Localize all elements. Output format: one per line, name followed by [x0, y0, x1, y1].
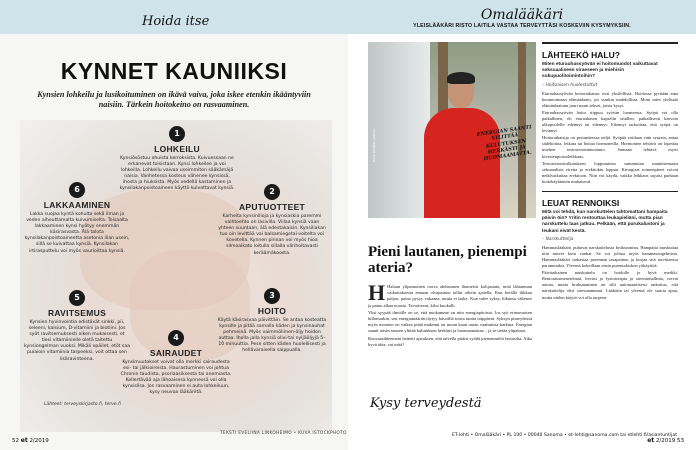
- tip-title: APUTUOTTEET: [238, 202, 306, 212]
- reader-question: Mitä voi tehdä, kun narskuttelen tahtomattani hampaita päivin öin? Yritin rentouttaa leukapieliäni, mutta pian narskuttelu taas jatkuu. Pelkään, että purukalustoni ja leukani eivät kestä.: [542, 210, 668, 234]
- tip-number: 1: [169, 126, 185, 142]
- tip-body: Lakka suojaa kyntä kohulta sekä ilman ja veden aiheuttamalta kuivumiselta. Toisaalta lakkaaminen kynsi hyötyy enemmän käsirasvasta. Älä talota kynsilakanpoistoaineetta asetonia ilian usein, sillä se kuivattaa kynsiä. Kynsilakan irtirasputtelu voi myös vaurioittaa kynsiä.: [24, 212, 130, 254]
- tip-title: RAVITSEMUS: [47, 308, 107, 318]
- issue: 2/2019: [655, 438, 676, 444]
- article-title: KYNNET KAUNIIKSI: [60, 58, 288, 84]
- tip-title: LOHKEILU: [154, 144, 200, 154]
- red-jacket: [424, 108, 500, 218]
- tip-body: Karheita kynsinilioja ja kynsiaskia paremmi vaihtoehto on lasivilla. Viilaa kynsiä vaan yhteen suuntaan, älä edestakaisin. Kynsiliakan tuo oin levittää vai balsamiegetai-voitelta voi kovetella. Kynnen pinnan voi myös hioa silmoaikato loitulla sillalla värihoitavasti keräämäkoosta.: [218, 214, 326, 256]
- tip-2: [216, 184, 328, 257]
- answer-body: [368, 280, 532, 349]
- answer-paragraph: Eturauhassyövän hoito riippuu syövän luonteesta. Syöpä voi olla paikallinen, eli eturauhasen kapselin sisällen, paikallisesti kasvain ulkopuolelle edennyt tai edennyt. Edennyt tarkoittaa, että syöpä on levinnyt.: [542, 109, 678, 134]
- right-folio: [647, 437, 684, 444]
- tip-number: 6: [69, 182, 85, 198]
- answer-paragraph: Päiväaikainen narskuttelu on hoidolle jo hyvä merkki. Rentoutusmenetelmät, lieväsi ja fysioterapia ja stressinhallinta, voivat auttaa, mutta bruksaaminen on silti automaattisesti tarkoitus, että narskuttelija olisi stressaantunut. Lääkärin tai yleensä ole suurta apua, mutta niiden käyttö voi olla tarpeen.: [542, 270, 678, 300]
- magazine-name: et: [647, 437, 655, 444]
- page-number: 53: [677, 438, 684, 444]
- reader-question: Miten eturauhassyövän ei hoitomuodot vaikuttavat seksuaaliseen viraeseen ja miehisin sukupuolitoimintoihin?: [542, 62, 658, 80]
- photographer-credit: KUVA MARKKU JAKOLA: [372, 128, 376, 162]
- tip-number: 5: [69, 290, 85, 306]
- issue: 2/2019: [29, 438, 49, 444]
- door-shape: [368, 42, 430, 218]
- reader-signature: – Hoitoaisen huolestuttut: [542, 82, 598, 88]
- tip-1: [118, 126, 236, 193]
- signoff: Kysy terveydestä: [370, 396, 482, 411]
- drop-cap: H: [368, 280, 386, 305]
- tip-3: [216, 288, 328, 355]
- qa-sidebar: [542, 42, 678, 302]
- sidebar-heading: LÄHTEEKÖ HALU?: [542, 50, 620, 60]
- hands-photo: [20, 120, 332, 432]
- doctor-answer: [542, 91, 678, 185]
- magazine-name: et: [20, 437, 28, 444]
- tip-6: [24, 182, 130, 255]
- body-paragraph: Yksi syypää ilmiölle on se, että nuokamme on niin energiapitoista. Jos syö erinomaisen hillomarkin, sen energiamäärän täytyy käsvällä toista tuntia träppäeni. Syksyn pimeydessä myös moonen on vaikea pitää makeani tai muun kaun rauan vaatimista karkina. Energian saanti toisin sanoen ylittää kulutuksen herkästi ja huomaamattaa – ja se tietää ylipainoa.: [368, 309, 532, 334]
- hair: [447, 72, 475, 84]
- photo-credit: TEKSTI EVELIINA LINKOHEIMO • KUVA ISTOCKPHOTO: [220, 431, 347, 436]
- body-paragraph: H Haluan ylipainoinen rouva ahdistanen iltametsit kolijastain, mitä lähianman vaikuttakoesta ennaan olvapainon tullut oikein ajatella. Kun kerällä liikkua paljon, paino pysyy vakaana, mutta ei laske. Kun tulee syksy, liikunta vähenee ja paino alkaa nousta. Tavoitteeni, kilot kuokalli.: [368, 280, 532, 308]
- tip-title: SAIRAUDET: [149, 348, 203, 358]
- answer-paragraph: Hoitoratkaisija on periaatteessa neljä. Syöpää voidaan vain seurata, antaa sädehoitoa, leikata tai hoitaa hormoneilla. Hormonien tehtävä on lopettaa miehen testosteronintuotanto. Samaan tehtävä myös kivestenpoistoleikkaus.: [542, 135, 678, 159]
- page-number: 52: [12, 438, 19, 444]
- answer-paragraph: Eturauhassyövän hoitoratkaisut ovat yksilöllisiä. Hoidossa pyritään aina huomioimaan elämänlaatu, jos ssinkin mahdollista. Moni mies yhdistää elämänlaatuun juuri muni sekset, joista kysyt.: [542, 90, 678, 108]
- sidebar-heading: LEUAT RENNOIKSI: [542, 198, 620, 209]
- body-paragraph: Rouvaasihteemeni heitetti ajatuksen, että talvella pitäisi syödä pienemmiltä lautasilta. Aika hyvä idea, vai mitä?: [368, 335, 532, 347]
- column-title: Omalääkäri: [480, 7, 564, 23]
- column-subtitle: YLEISLÄÄKÄRI RISTO LAITILA VASTAA TERVEYTTÄSI KOSKEVIIN KYSYMYKSIIN.: [413, 23, 631, 29]
- right-page: [348, 0, 696, 450]
- sources-note: Lähteet: terveyskirjasto.fi, terve.fi: [44, 402, 121, 407]
- tip-title: HOITO: [257, 306, 287, 316]
- doctor-answer: [542, 245, 678, 301]
- tip-4: [120, 330, 232, 397]
- tip-body: Käytä käsirasvaa päivittäin. Se antaa kosteatta kynsille ja pitää samalla käden ja kynsinauhat pehmeinä. Myös vaimmölimen-öljy hoidon auttaa. Iholla jalla kynsiä olivi-tai nyljäöljyjä 5–10 minuuttia. Pese sitten käden huolellisesti ja hellävaraisella saippualla.: [217, 318, 327, 354]
- reader-signature: – Narskuttelija: [542, 236, 574, 242]
- article-lead: Kynsien lohkeilu ja lusikoituminen on ikävä vaiva, joka iskee etenkin ikääntyviin naisiin. Tärkein hoitokeino on rasvaaminen.: [37, 90, 311, 109]
- tip-body: Kynsien hyvinvointia edistävät sinkki, pii, seleeni, kalsium, D-vitamiini ja biotiini. Jos syöt ravitsemuksesti oiken mukaisesti, et tiesi vitamiinieile oletä taitettu kynsiongelman vuoksi. Mikäli epäilet, etöt saa puiaioin vitamiinia tarpeeksi, voit ottaa sen lisäravinteena.: [24, 320, 130, 362]
- answer-headline: Pieni lautanen, pienempi ateria?: [368, 244, 527, 276]
- tip-number: 4: [168, 330, 184, 346]
- tip-title: LAKKAAMINEN: [43, 200, 111, 210]
- answer-paragraph: Hammaslääkärit puhuvat narskuttelusta bruksismina. Hampaita narskuttaa niin nuoret kuin vanhat. Se voi johtua myös hammasongelmista. Hammaslääkäri tarkastaa purennan tasapainon ja korjaa sitä tarvittaessa parammaksi. Yleensä kokeillaan ensin purentakiskon yökäyttöä.: [542, 244, 678, 269]
- tip-5: [24, 290, 130, 363]
- sidebar-divider: [542, 191, 678, 192]
- tip-number: 2: [264, 184, 280, 200]
- contact-line: ET-lehti • Omalääkäri • PL 100 • 00040 Sanoma • et-lehti@sanoma.com tai etlehti.fi/asiantuntijat: [452, 433, 678, 438]
- tip-body: Kynsimuutokset voivat olla merkki sairaudesta esi- tai jälkioireista. Haurastuminen voi johtua Chronin taudista, psoriaasiksesta tai anemiasta. Kellertävää aja lähoaisesa kynnessä voi olla kynsisilsa. Jos rasvaaminen ei auta lohkeiluun, kysy neuvoa lääkäriltä.: [120, 360, 232, 396]
- section-title: Hoida itse: [142, 14, 210, 29]
- tip-number: 3: [264, 288, 280, 304]
- answer-paragraph: Testosteronivalkutuksen loppuminen sammuttaa mainitsemaasi seksuaalista viretta ja erektiokin loppuu. Kirurgiset toimenpiteet voivat neikivaikuttaa erektioon. Niin voi käydä, vaikka leikkaus sujuisi parhaan hoitokäytännön mukaisesti.: [542, 160, 678, 184]
- left-folio: [12, 437, 49, 444]
- tip-body: Kynsiösöstuu ohuista kerroksista. Kuivuessaan ne erkanevat toisistaan. Kynsi lohkeilee ja voi lohkeilla. Lohkeilu vaivaa useimmiten sääkämäjä naisia. Vanhetessa kosteus vähenee kynsissä, ihosta ja hiuksista. Myös vedellä kastaminen ja kynsilakanpoistoaineen käyttö kuivattavat kynsiä.: [119, 156, 235, 192]
- pull-quote: ENERGIAN SAANTI VILITTÄÄ KULUTUKSEN HERKÄSTI JA HUOMAAMATTA.: [476, 124, 533, 163]
